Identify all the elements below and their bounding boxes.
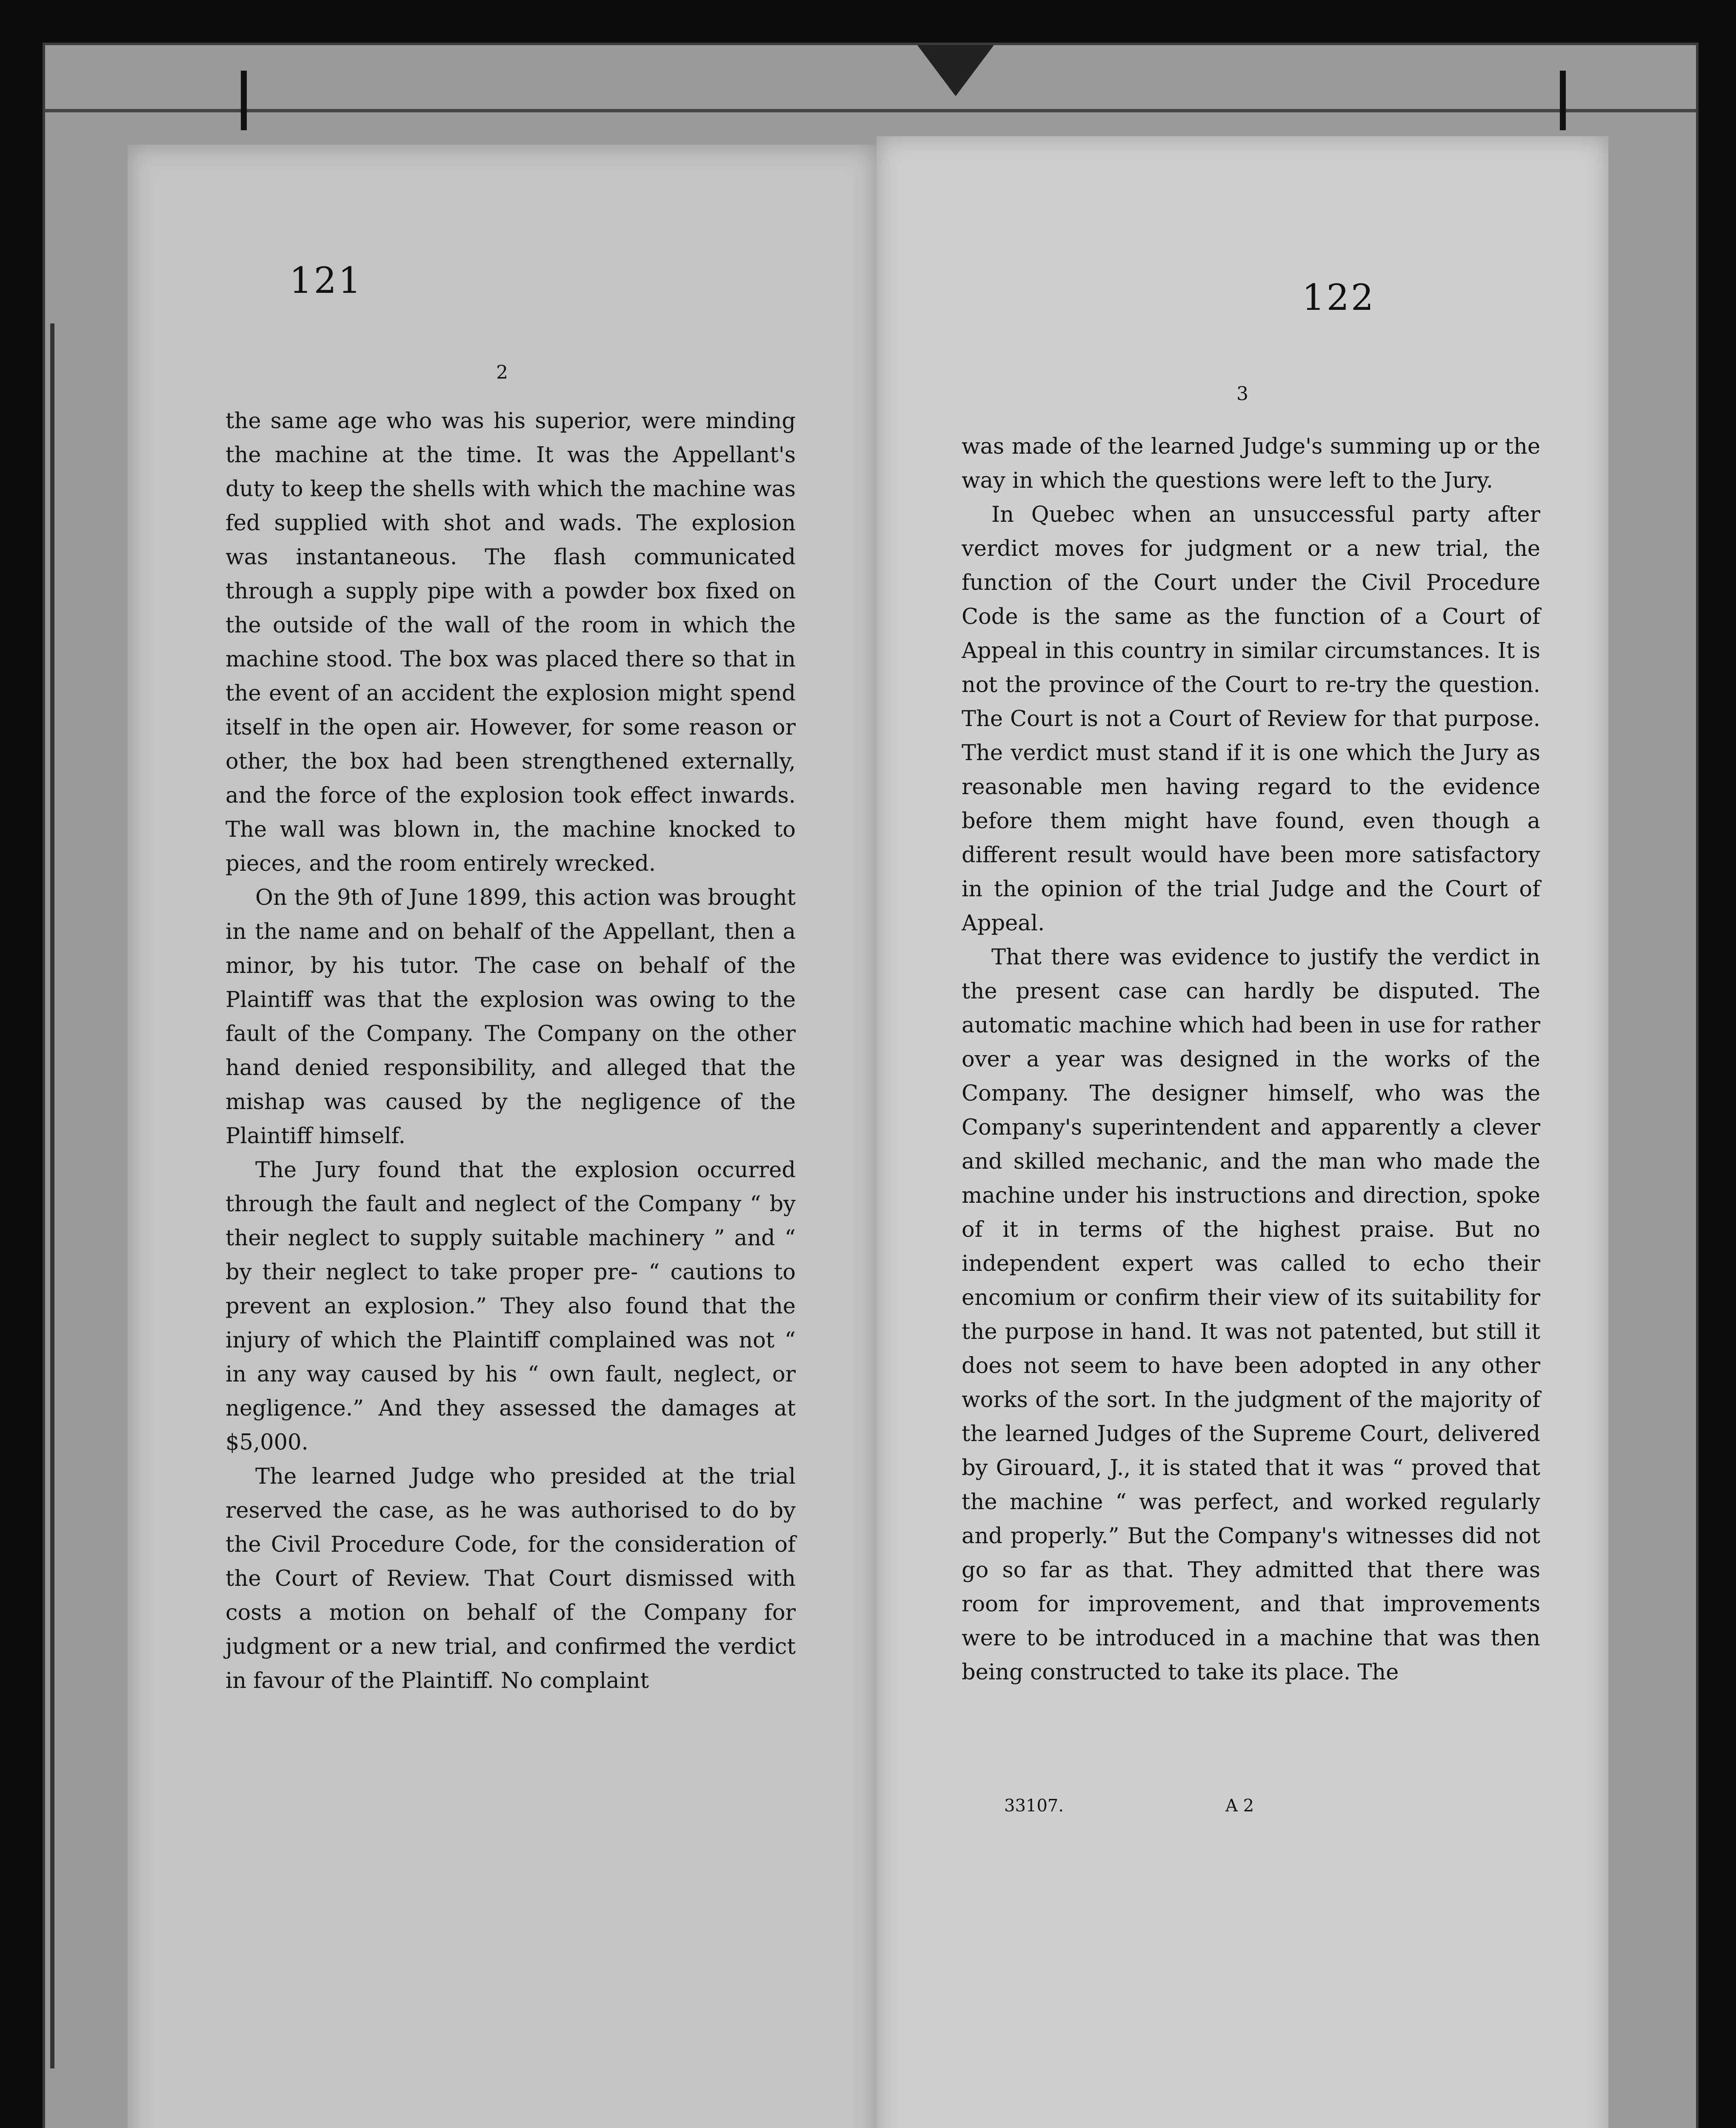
left-folio: 2 (496, 362, 508, 383)
right-paragraph-2: In Quebec when an unsuccessful party after verdict moves for judgment or a new trial, the function of the Court under the Civil Procedure Code is the same as the function of a Court of Appeal in this country in similar circumstances. It is not the province of the Court to re-try the question. The Court is not a Court of Review for that purpose. The verdict must stand if it is one which the Jury as reasonable men having regard to the evidence before them might have found, even though a different result would have been more satisfactory in the opinion of the trial Judge and the Court of Appeal. (962, 502, 1540, 936)
right-footer-number: 33107. (1004, 1796, 1064, 1816)
right-paragraph-1: was made of the learned Judge's summing up or the way in which the questions were left to the Jury. (962, 434, 1540, 493)
right-folio: 3 (1236, 383, 1248, 405)
left-page (128, 145, 879, 2128)
holder-tick-right (1560, 71, 1566, 130)
left-stamp-number: 121 (289, 260, 363, 301)
left-paragraph-2: On the 9th of June 1899, this action was brought in the name and on behalf of the Appellant, then a minor, by his tutor. The case on behalf of the Plaintiff was that the explosion was owing to the fault of the Company. The Company on the other hand denied responsibility, and alleged that the mishap was caused by the negligence of the Plaintiff himself. (226, 885, 796, 1149)
margin-mark (50, 323, 54, 2068)
left-paragraph-4: The learned Judge who presided at the trial reserved the case, as he was authorised to do by the Civil Procedure Code, for the consideration of the Court of Review. That Court dismissed with costs a motion on behalf of the Company for judgment or a new trial, and confirmed the verdict in favour of the Plaintiff. No complaint (226, 1464, 796, 1693)
right-paragraph-3: That there was evidence to justify the verdict in the present case can hardly be disputed. The automatic machine which had been in use for rather over a year was designed in the works of the Company. The designer himself, who was the Company's superintendent and apparently a clever and skilled mechanic, and the man who made the machine under his instructions and direction, spoke of it in terms of the highest praise. But no independent expert was called to echo their encomium or confirm their view of its suitability for the purpose in hand. It was not patented, but still it does not seem to have been adopted in any other works of the sort. In the judgment of the majority of the learned Judges of the Supreme Court, delivered by Girouard, J., it is stated that it was “ proved that the machine “ was perfect, and worked regularly and properly.” But the Company's witnesses did not go so far as that. They admitted that there was room for improvement, and that improvements were to be introduced in a machine that was then being constructed to take its place. The (962, 945, 1540, 1685)
holder-tick-left (241, 71, 247, 130)
left-body-text (226, 404, 796, 1698)
right-stamp-number: 122 (1302, 277, 1376, 318)
holder-notch (917, 45, 994, 96)
left-paragraph-3: The Jury found that the explosion occurred through the fault and neglect of the Company “ by their neglect to supply suitable machinery ” and “ by their neglect to take proper pre- “ cautions to prevent an explosion.” They also found that the injury of which the Plaintiff complained was not “ in any way caused by his “ own fault, neglect, or negligence.” And they assessed the damages at $5,000. (226, 1158, 796, 1455)
left-paragraph-1: the same age who was his superior, were minding the machine at the time. It was the Appellant's duty to keep the shells with which the machine was fed supplied with shot and wads. The explosion was instantaneous. The flash communicated through a supply pipe with a powder box fixed on the outside of the wall of the room in which the machine stood. The box was placed there so that in the event of an accident the explosion might spend itself in the open air. However, for some reason or other, the box had been strengthened externally, and the force of the explosion took effect inwards. The wall was blown in, the machine knocked to pieces, and the room entirely wrecked. (226, 409, 796, 876)
holder-rule (45, 109, 1696, 112)
right-signature-mark: A 2 (1225, 1796, 1254, 1816)
right-page (877, 136, 1608, 2128)
right-body-text (962, 430, 1540, 1690)
